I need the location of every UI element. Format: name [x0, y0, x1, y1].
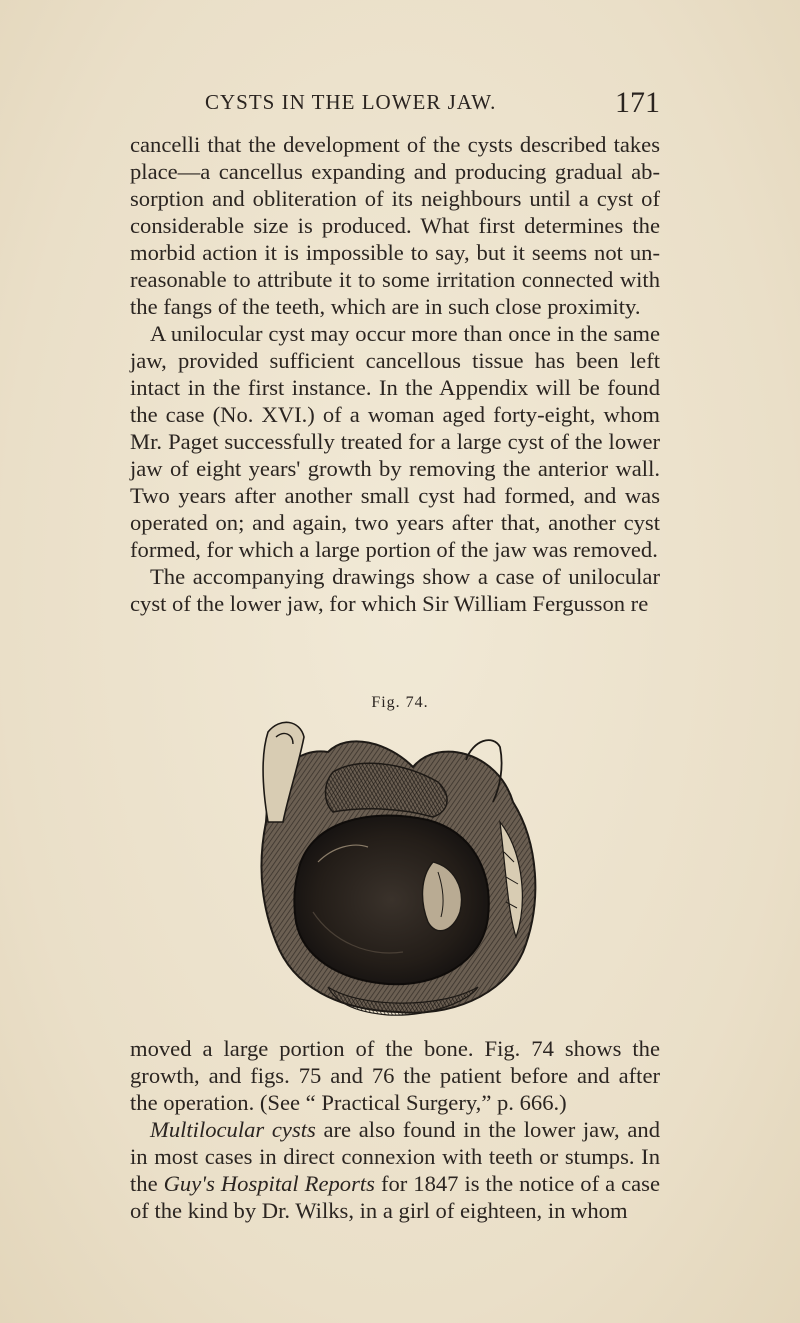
- text-block-bottom: [130, 1035, 660, 1224]
- term-multilocular-cysts: Multilocular cysts: [150, 1117, 316, 1142]
- paragraph-unilocular-recurrence: A unilocular cyst may occur more than once in the same jaw, provided sufficient cancellous tissue has been left intact in the first instance. In the Appendix will be found the case (No. XVI.) of a woman aged forty-eight, whom Mr. Paget successfully treated for a large cyst of the lower jaw of eight years' growth by removing the anterior wall. Two years after another small cyst had formed, and was operated on; and again, two years after that, another cyst formed, for which a large portion of the jaw was removed.: [130, 321, 660, 562]
- paragraph-multilocular: [130, 1116, 660, 1224]
- jaw-cyst-illustration: [238, 712, 558, 1022]
- citation-guys-reports: Guy's Hospital Reports: [163, 1171, 375, 1196]
- text-block-top: [130, 131, 660, 617]
- running-head: CYSTS IN THE LOWER JAW.: [205, 90, 497, 114]
- figure-caption: Fig. 74.: [371, 694, 429, 711]
- page-header: [0, 86, 800, 126]
- paragraph-accompanying-drawings: The accompanying drawings show a case of unilocular cyst of the lower jaw, for which Sir William Fergusson re: [130, 564, 660, 616]
- paragraph-continued: cancelli that the development of the cysts described takes place—a cancellus expanding and producing gradual absorption and obliteration of its neighbours until a cyst of considerable size is produced. What first determines the morbid action it is impossible to say, but it seems not unreasonable to attribute it to some irritation connected with the fangs of the teeth, which are in such close proximity.: [130, 132, 660, 319]
- page-number: 171: [615, 86, 660, 119]
- paragraph-multilocular-text: are also found in the lower jaw, and in most cases in direct connexion with teeth or stumps. In the: [130, 1117, 660, 1196]
- paragraph-multilocular-text-2: for 1847 is the notice of a case of the kind by Dr. Wilks, in a girl of eighteen, in whom: [130, 1171, 660, 1223]
- paragraph-removal: moved a large portion of the bone. Fig. 74 shows the growth, and figs. 75 and 76 the patient before and after the operation. (See “ Practical Surgery,” p. 666.): [130, 1036, 660, 1115]
